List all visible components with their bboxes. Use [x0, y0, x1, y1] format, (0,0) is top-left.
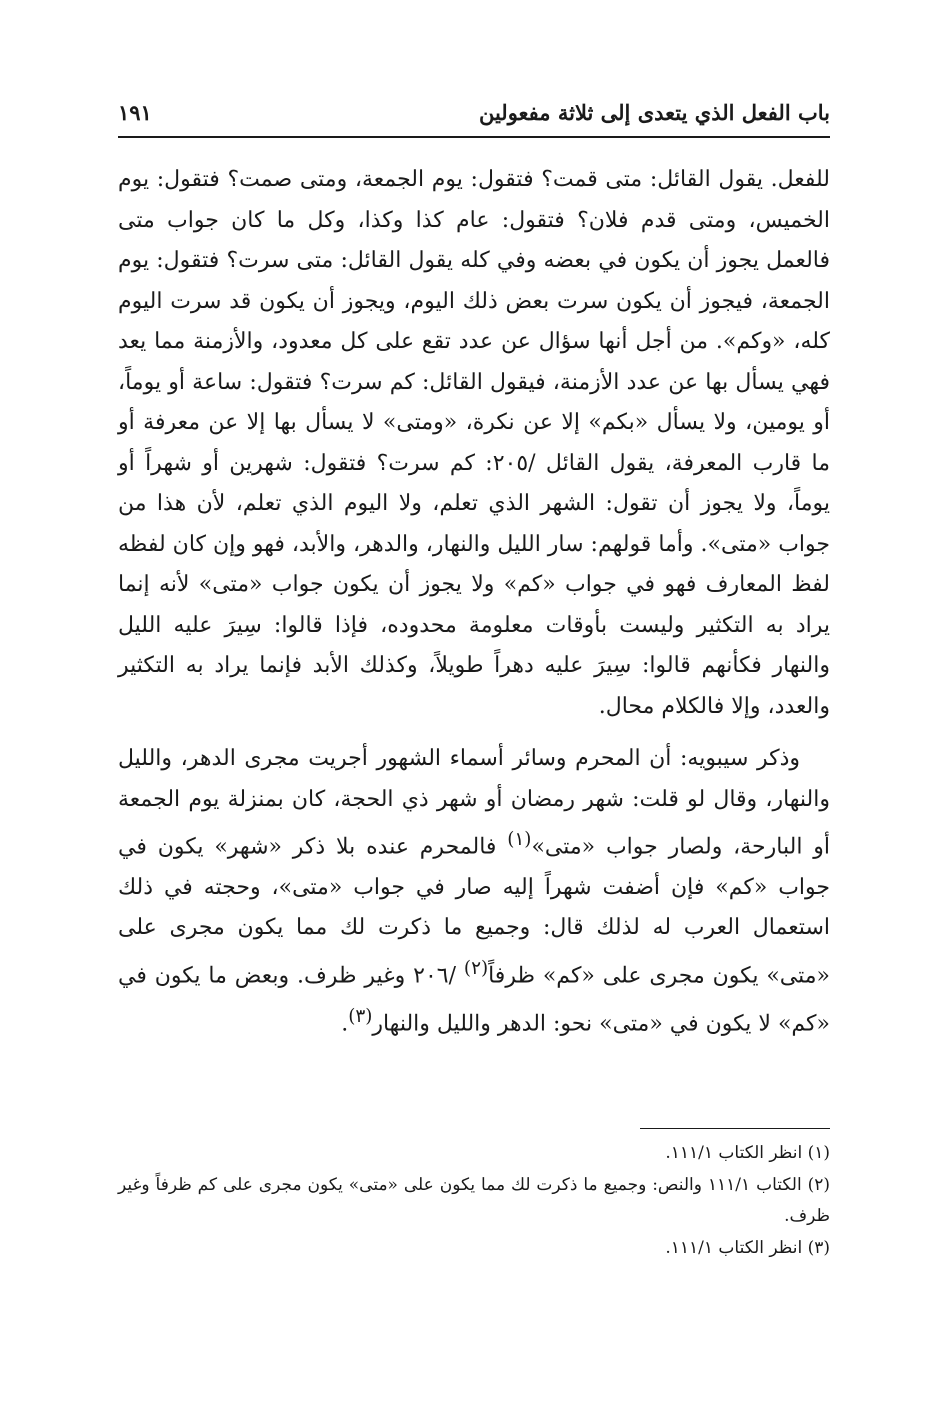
footnote-3: (٣) انظر الكتاب ١١١/١. — [665, 1238, 830, 1258]
paragraph-2-part-2: فالمحرم عنده بلا ذكر «شهر» يكون في جواب «كم» فإن أضفت شهراً إليه صار في جواب «متى»، وحجته في ذلك استعمال العرب له لذلك قال: وجميع ما ذكرت لك مما يكون مجرى على «متى» يكون مجرى على «كم» ظرفاً — [118, 834, 831, 989]
header-rule — [118, 136, 830, 138]
footnote-2: (٢) الكتاب ١١١/١ والنص: وجميع ما ذكرت لك مما يكون على «متى» يكون مجرى على كم ظرفاً وغير ظرف. — [118, 1175, 830, 1226]
page-number: ١٩١ — [118, 100, 152, 125]
running-head — [118, 98, 830, 134]
footnote-ref-1: (١) — [507, 829, 532, 850]
chapter-title: باب الفعل الذي يتعدى إلى ثلاثة مفعولين — [478, 100, 830, 125]
paragraph-1: للفعل. يقول القائل: متى قمت؟ فتقول: يوم الجمعة، ومتى صمت؟ فتقول: يوم الخميس، ومتى قدم فلان؟ فتقول: عام كذا وكذا، وكل ما كان جواب متى فالعمل يجوز أن يكون في بعضه وفي كله يقول القائل: متى سرت؟ فتقول: يوم الجمعة، فيجوز أن يكون سرت بعض ذلك اليوم، ويجوز أن يكون قد سرت اليوم كله، «وكم». من أجل أنها سؤال عن عدد تقع على كل معدود، والأزمنة مما يعد فهي يسأل بها عن عدد الأزمنة، فيقول القائل: كم سرت؟ فتقول: ساعة أو يوماً، أو يومين، ولا يسأل «بكم» إلا عن نكرة، «ومتى» لا يسأل بها إلا عن معرفة أو ما قارب المعرفة، يقول القائل /٢٠٥: كم سرت؟ فتقول: شهرين أو شهراً أو يوماً، ولا يجوز أن تقول: الشهر الذي تعلم، ولا اليوم الذي تعلم، لأن هذا من جواب «متى». وأما قولهم: سار الليل والنهار، والدهر، والأبد، فهو وإن كان لفظه لفظ المعارف فهو في جواب «كم» ولا يجوز أن يكون جواب «متى» لأنه إنما يراد به التكثير وليست بأوقات معلومة محدوده، فإذا قالوا: سِيرَ عليه الليل والنهار فكأنهم قالوا: سِيرَ عليه دهراً طويلاً، وكذلك الأبد فإنما يراد به التكثير والعدد، وإلا فالكلام محال. — [118, 167, 831, 719]
paragraph-2-end: . — [341, 1010, 349, 1036]
footnote-rule — [640, 1128, 830, 1129]
paragraph-2-part-3: /٢٠٦ وغير ظرف. وبعض ما يكون في «كم» لا يكون في «متى» نحو: الدهر والليل والنهار — [118, 963, 830, 1036]
paragraph-2 — [118, 739, 830, 1044]
main-text — [118, 160, 830, 1044]
footnote-ref-2: (٢) — [463, 957, 489, 979]
footnotes — [118, 1138, 830, 1265]
footnote-ref-3: (٣) — [348, 1005, 373, 1027]
paragraph-2-part-1: وذكر سيبويه: أن المحرم وسائر أسماء الشهور أجريت مجرى الدهر، والليل والنهار، وقال لو قلت: شهر رمضان أو شهر ذي الحجة، كان بمنزلة يوم الجمعة أو البارحة، ولصار جواب «متى» — [118, 746, 831, 860]
footnote-1: (١) انظر الكتاب ١١١/١. — [665, 1143, 830, 1163]
